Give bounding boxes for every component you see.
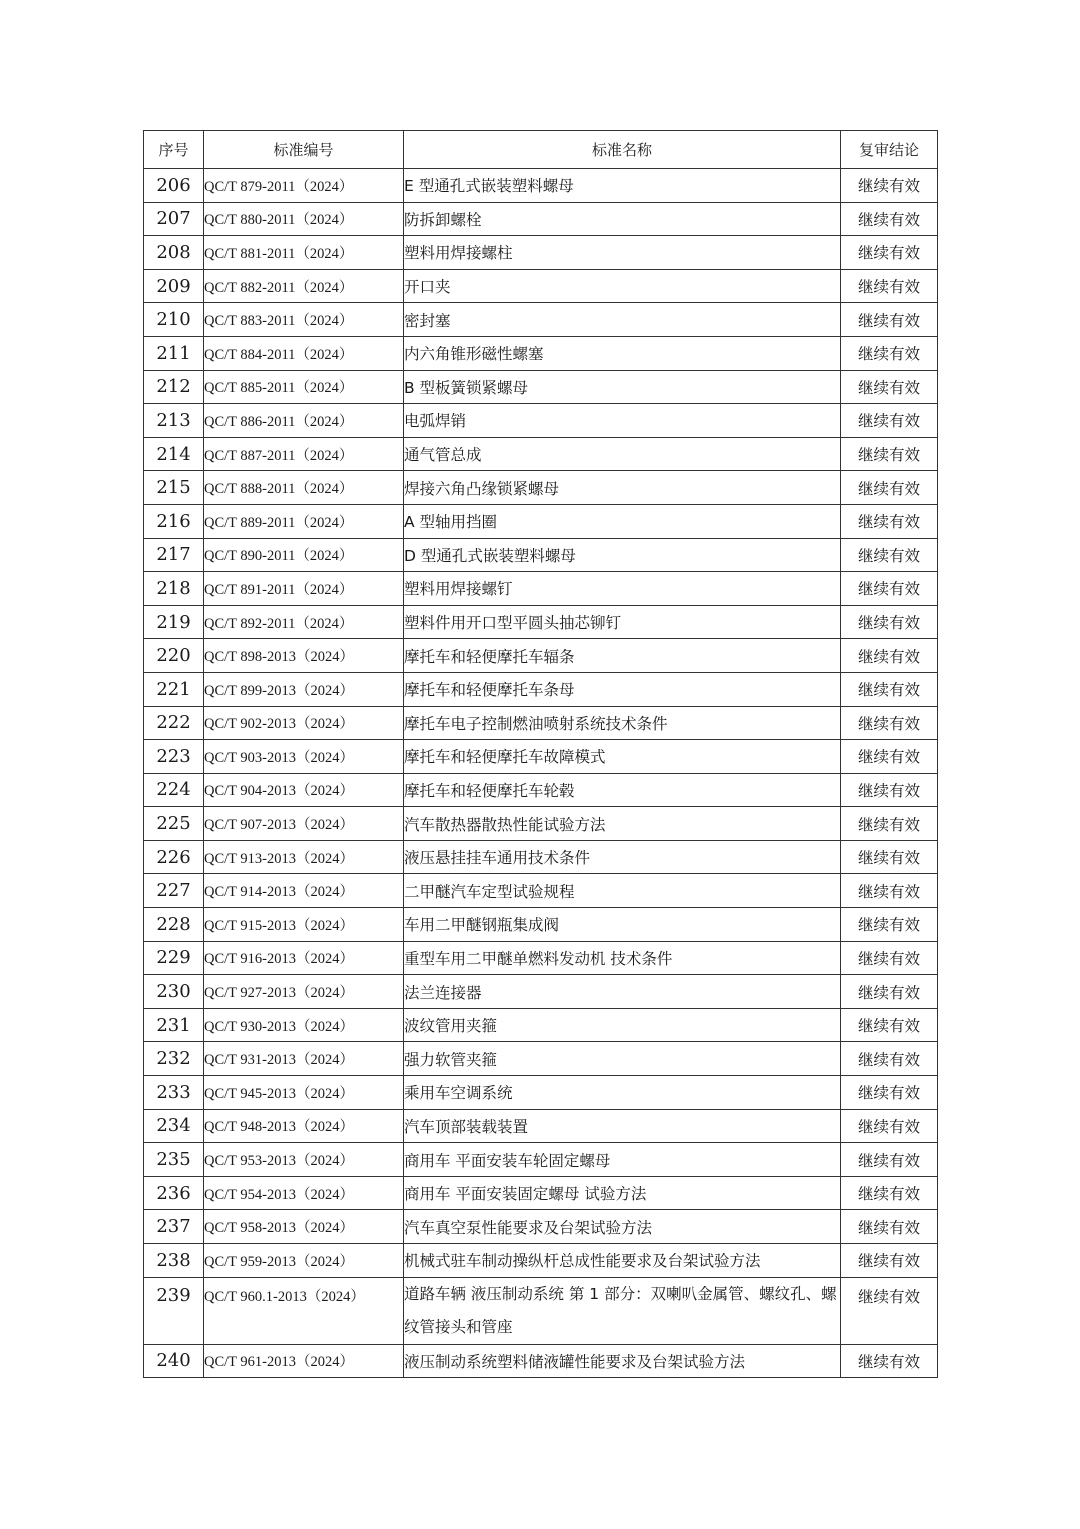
row-standard-name: 道路车辆 液压制动系统 第 1 部分：双喇叭金属管、螺纹孔、螺纹管接头和管座 [404,1277,841,1344]
row-standard-code: QC/T 885-2011（2024） [204,370,404,404]
table-row [144,504,938,538]
row-review-result: 继续有效 [841,941,938,975]
row-serial-number: 236 [144,1176,204,1210]
table-row [144,1042,938,1076]
table-row [144,471,938,505]
table-body [144,169,938,1378]
row-standard-name: 摩托车电子控制燃油喷射系统技术条件 [404,706,841,740]
row-standard-code: QC/T 882-2011（2024） [204,269,404,303]
row-standard-code: QC/T 899-2013（2024） [204,672,404,706]
row-serial-number: 233 [144,1076,204,1110]
row-review-result: 继续有效 [841,504,938,538]
row-review-result: 继续有效 [841,1277,938,1344]
row-standard-name: E 型通孔式嵌装塑料螺母 [404,169,841,203]
header-review-result: 复审结论 [841,131,938,169]
row-review-result: 继续有效 [841,874,938,908]
row-standard-code: QC/T 904-2013（2024） [204,773,404,807]
row-standard-name: 防拆卸螺栓 [404,202,841,236]
row-standard-name: 机械式驻车制动操纵杆总成性能要求及台架试验方法 [404,1244,841,1278]
row-serial-number: 208 [144,236,204,270]
table-row [144,840,938,874]
row-standard-name: 塑料用焊接螺钉 [404,572,841,606]
row-serial-number: 227 [144,874,204,908]
row-serial-number: 209 [144,269,204,303]
row-serial-number: 230 [144,975,204,1009]
row-standard-name: 强力软管夹箍 [404,1042,841,1076]
row-serial-number: 231 [144,1008,204,1042]
row-standard-name: 通气管总成 [404,437,841,471]
row-serial-number: 223 [144,740,204,774]
row-serial-number: 222 [144,706,204,740]
row-review-result: 继续有效 [841,236,938,270]
table-row [144,807,938,841]
row-review-result: 继续有效 [841,336,938,370]
table-row [144,740,938,774]
row-review-result: 继续有效 [841,303,938,337]
row-review-result: 继续有效 [841,404,938,438]
row-serial-number: 239 [144,1277,204,1344]
row-serial-number: 226 [144,840,204,874]
row-review-result: 继续有效 [841,202,938,236]
table-row [144,303,938,337]
row-review-result: 继续有效 [841,840,938,874]
row-serial-number: 229 [144,941,204,975]
row-standard-name: 乘用车空调系统 [404,1076,841,1110]
table-row [144,538,938,572]
row-serial-number: 219 [144,605,204,639]
row-standard-name: 内六角锥形磁性螺塞 [404,336,841,370]
table-header [144,131,938,169]
row-serial-number: 217 [144,538,204,572]
table-row [144,672,938,706]
row-standard-name: 二甲醚汽车定型试验规程 [404,874,841,908]
row-standard-name: 摩托车和轻便摩托车条母 [404,672,841,706]
header-standard-name: 标准名称 [404,131,841,169]
row-serial-number: 211 [144,336,204,370]
row-standard-code: QC/T 891-2011（2024） [204,572,404,606]
row-standard-code: QC/T 889-2011（2024） [204,504,404,538]
row-standard-code: QC/T 898-2013（2024） [204,639,404,673]
row-standard-code: QC/T 931-2013（2024） [204,1042,404,1076]
row-standard-code: QC/T 959-2013（2024） [204,1244,404,1278]
table-row [144,1076,938,1110]
table-row [144,975,938,1009]
row-review-result: 继续有效 [841,773,938,807]
row-review-result: 继续有效 [841,1042,938,1076]
row-review-result: 继续有效 [841,672,938,706]
row-serial-number: 215 [144,471,204,505]
row-serial-number: 206 [144,169,204,203]
row-standard-name: 开口夹 [404,269,841,303]
row-review-result: 继续有效 [841,1176,938,1210]
row-serial-number: 213 [144,404,204,438]
table-row [144,1344,938,1378]
header-row [144,131,938,169]
row-serial-number: 210 [144,303,204,337]
table-row [144,437,938,471]
table-row [144,1277,938,1344]
row-standard-name: 摩托车和轻便摩托车轮毂 [404,773,841,807]
row-standard-code: QC/T 948-2013（2024） [204,1109,404,1143]
row-standard-code: QC/T 880-2011（2024） [204,202,404,236]
row-standard-code: QC/T 907-2013（2024） [204,807,404,841]
row-review-result: 继续有效 [841,169,938,203]
table-row [144,639,938,673]
row-standard-name: 密封塞 [404,303,841,337]
row-review-result: 继续有效 [841,1008,938,1042]
row-serial-number: 225 [144,807,204,841]
row-standard-code: QC/T 902-2013（2024） [204,706,404,740]
row-standard-code: QC/T 883-2011（2024） [204,303,404,337]
row-standard-name: 塑料件用开口型平圆头抽芯铆钉 [404,605,841,639]
row-serial-number: 224 [144,773,204,807]
standards-table [143,130,938,1378]
row-standard-code: QC/T 914-2013（2024） [204,874,404,908]
row-review-result: 继续有效 [841,1210,938,1244]
row-review-result: 继续有效 [841,975,938,1009]
table-row [144,706,938,740]
row-standard-code: QC/T 945-2013（2024） [204,1076,404,1110]
row-standard-name: A 型轴用挡圈 [404,504,841,538]
row-serial-number: 228 [144,908,204,942]
row-standard-code: QC/T 930-2013（2024） [204,1008,404,1042]
row-standard-code: QC/T 954-2013（2024） [204,1176,404,1210]
row-standard-code: QC/T 913-2013（2024） [204,840,404,874]
row-standard-name: 液压悬挂挂车通用技术条件 [404,840,841,874]
table-row [144,169,938,203]
row-standard-name: 法兰连接器 [404,975,841,1009]
row-review-result: 继续有效 [841,1109,938,1143]
row-serial-number: 237 [144,1210,204,1244]
table-row [144,1244,938,1278]
row-standard-name: 车用二甲醚钢瓶集成阀 [404,908,841,942]
row-review-result: 继续有效 [841,538,938,572]
row-review-result: 继续有效 [841,908,938,942]
table-row [144,605,938,639]
row-standard-name: 塑料用焊接螺柱 [404,236,841,270]
header-serial-number: 序号 [144,131,204,169]
row-review-result: 继续有效 [841,471,938,505]
row-standard-code: QC/T 958-2013（2024） [204,1210,404,1244]
row-standard-name: 液压制动系统塑料储液罐性能要求及台架试验方法 [404,1344,841,1378]
header-standard-code: 标准编号 [204,131,404,169]
row-review-result: 继续有效 [841,437,938,471]
row-serial-number: 238 [144,1244,204,1278]
row-serial-number: 220 [144,639,204,673]
row-serial-number: 240 [144,1344,204,1378]
table-row [144,202,938,236]
row-review-result: 继续有效 [841,1076,938,1110]
row-standard-code: QC/T 892-2011（2024） [204,605,404,639]
row-standard-code: QC/T 886-2011（2024） [204,404,404,438]
row-review-result: 继续有效 [841,1344,938,1378]
row-review-result: 继续有效 [841,605,938,639]
row-standard-name: 重型车用二甲醚单燃料发动机 技术条件 [404,941,841,975]
row-review-result: 继续有效 [841,807,938,841]
row-standard-code: QC/T 915-2013（2024） [204,908,404,942]
row-standard-name: 汽车散热器散热性能试验方法 [404,807,841,841]
table-row [144,874,938,908]
table-row [144,941,938,975]
row-review-result: 继续有效 [841,1244,938,1278]
row-standard-code: QC/T 890-2011（2024） [204,538,404,572]
row-review-result: 继续有效 [841,706,938,740]
row-review-result: 继续有效 [841,1143,938,1177]
row-standard-code: QC/T 879-2011（2024） [204,169,404,203]
row-standard-name: 焊接六角凸缘锁紧螺母 [404,471,841,505]
row-review-result: 继续有效 [841,740,938,774]
row-standard-name: B 型板簧锁紧螺母 [404,370,841,404]
row-review-result: 继续有效 [841,572,938,606]
row-standard-code: QC/T 881-2011（2024） [204,236,404,270]
table-row [144,908,938,942]
table-row [144,1143,938,1177]
table-row [144,773,938,807]
row-standard-name: 商用车 平面安装车轮固定螺母 [404,1143,841,1177]
row-standard-code: QC/T 960.1-2013（2024） [204,1277,404,1344]
row-serial-number: 234 [144,1109,204,1143]
row-standard-name: 波纹管用夹箍 [404,1008,841,1042]
row-review-result: 继续有效 [841,370,938,404]
row-serial-number: 218 [144,572,204,606]
row-standard-code: QC/T 961-2013（2024） [204,1344,404,1378]
row-serial-number: 232 [144,1042,204,1076]
table-row [144,1109,938,1143]
row-serial-number: 214 [144,437,204,471]
row-standard-code: QC/T 927-2013（2024） [204,975,404,1009]
table-row [144,572,938,606]
table-row [144,1176,938,1210]
row-standard-code: QC/T 916-2013（2024） [204,941,404,975]
table-row [144,236,938,270]
row-serial-number: 207 [144,202,204,236]
table-row [144,1008,938,1042]
table-row [144,269,938,303]
table-row [144,370,938,404]
row-serial-number: 212 [144,370,204,404]
row-standard-code: QC/T 953-2013（2024） [204,1143,404,1177]
row-standard-name: 汽车顶部装载装置 [404,1109,841,1143]
table-row [144,336,938,370]
row-standard-code: QC/T 903-2013（2024） [204,740,404,774]
row-serial-number: 221 [144,672,204,706]
row-standard-code: QC/T 887-2011（2024） [204,437,404,471]
row-serial-number: 235 [144,1143,204,1177]
row-standard-name: 电弧焊销 [404,404,841,438]
row-standard-code: QC/T 884-2011（2024） [204,336,404,370]
table-row [144,404,938,438]
row-standard-name: D 型通孔式嵌装塑料螺母 [404,538,841,572]
row-standard-name: 商用车 平面安装固定螺母 试验方法 [404,1176,841,1210]
row-standard-name: 摩托车和轻便摩托车故障模式 [404,740,841,774]
row-standard-name: 汽车真空泵性能要求及台架试验方法 [404,1210,841,1244]
row-review-result: 继续有效 [841,269,938,303]
row-standard-code: QC/T 888-2011（2024） [204,471,404,505]
row-standard-name: 摩托车和轻便摩托车辐条 [404,639,841,673]
row-review-result: 继续有效 [841,639,938,673]
table-row [144,1210,938,1244]
row-serial-number: 216 [144,504,204,538]
